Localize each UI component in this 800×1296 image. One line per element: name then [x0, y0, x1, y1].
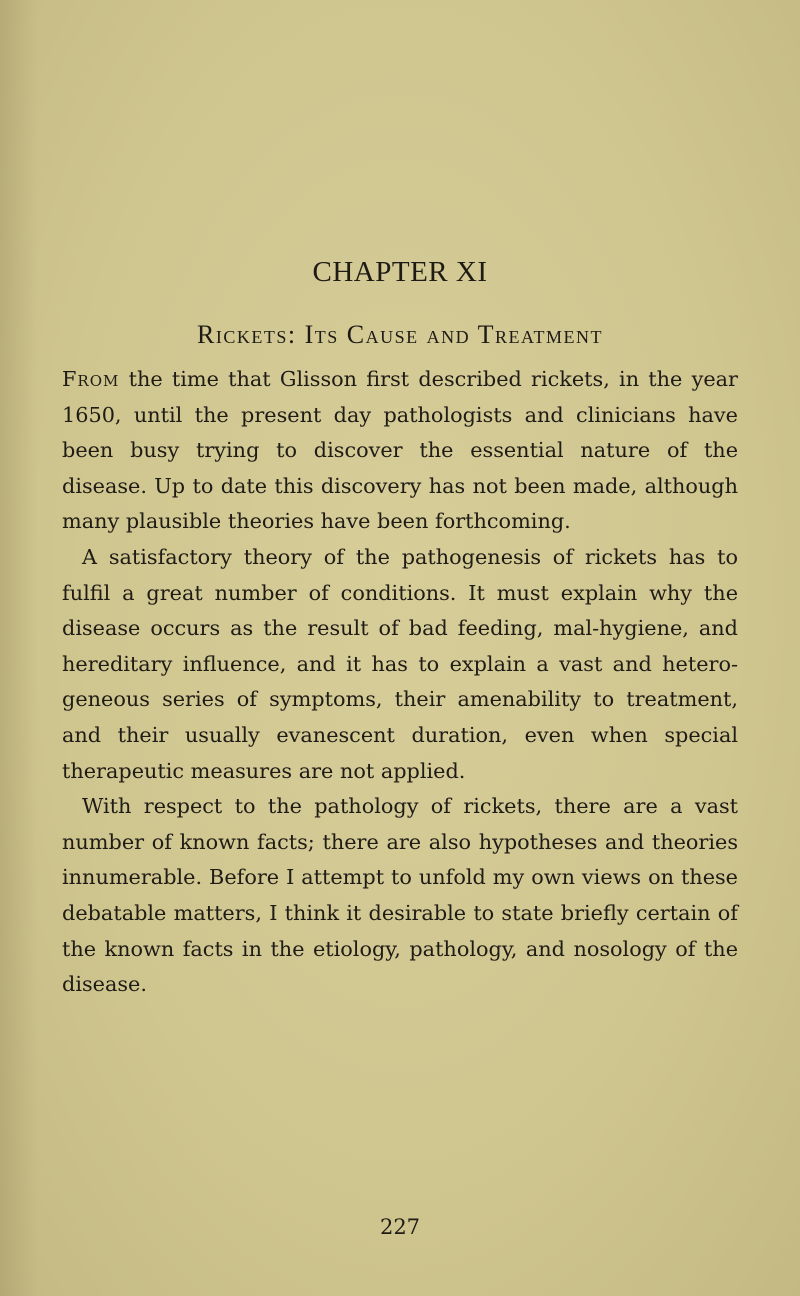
gutter-shadow: [0, 0, 38, 1296]
paragraph-1-text: the time that Glisson first described rickets, in the year 1650, until the present day pathologists and clinicians have been busy trying to discover the essential nature of the disease. Up to date this discovery has not been made, although many plausible theories have been forthcoming.: [62, 367, 738, 534]
body-text: [62, 362, 738, 1003]
paragraph-3: With respect to the pathology of rickets, there are a vast number of known facts; there are also hypotheses and theories innumerable. Before I attempt to unfold my own views on these debatable matters, I think it desirable to state briefly certain of the known facts in the etiology, pathology, and nosology of the disease.: [62, 794, 738, 997]
paragraph-lead-word: From: [62, 367, 120, 391]
chapter-heading: CHAPTER XI: [312, 256, 488, 288]
chapter-title: Rickets: Its Cause and Treatment: [197, 320, 603, 349]
paragraph-1: [62, 362, 738, 540]
paragraph-2: A satisfactory theory of the pathogenesis of rickets has to fulfil a great number of conditions. It must explain why the disease occurs as the result of bad feeding, mal-hygiene, and hereditary influence, and it has to explain a vast and heterogeneous series of symptoms, their amenability to treatment, and their usually evanescent duration, even when special therapeutic measures are not applied.: [62, 544, 738, 783]
page-number: 227: [379, 1215, 421, 1239]
